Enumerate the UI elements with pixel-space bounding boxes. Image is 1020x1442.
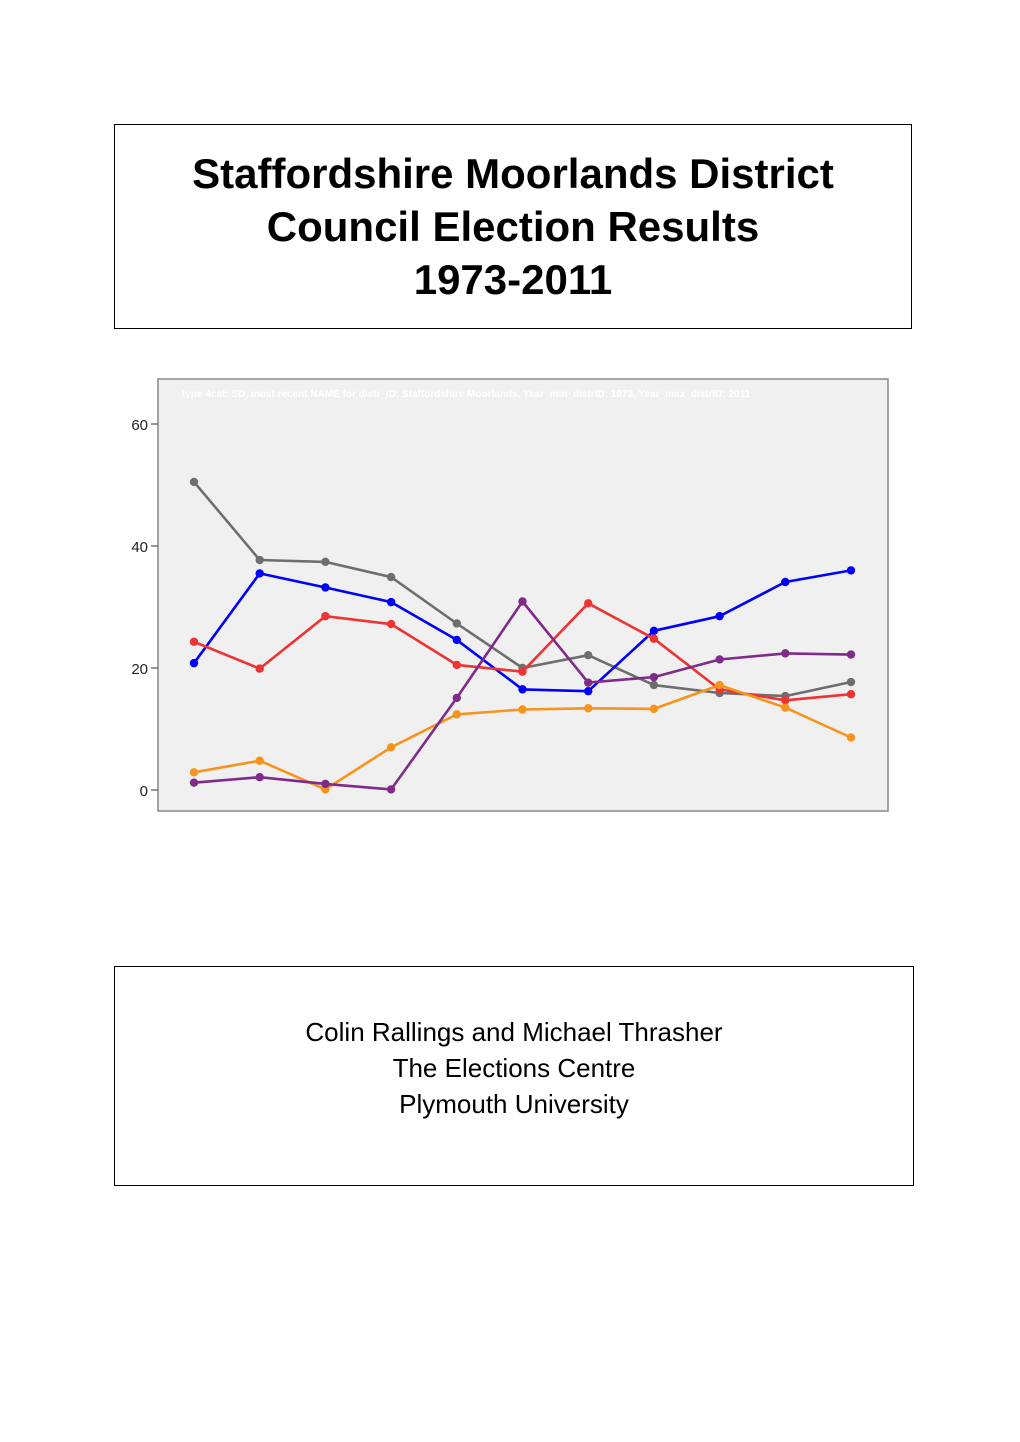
data-point	[453, 694, 461, 702]
data-point	[190, 638, 198, 646]
data-point	[715, 655, 723, 663]
data-point	[584, 704, 592, 712]
data-point	[518, 597, 526, 605]
data-point	[847, 650, 855, 658]
data-point	[584, 687, 592, 695]
data-point	[847, 733, 855, 741]
data-point	[453, 710, 461, 718]
authors-box	[114, 966, 914, 1186]
data-point	[387, 743, 395, 751]
data-point	[321, 583, 329, 591]
title-line-1: Staffordshire Moorlands District	[192, 150, 834, 197]
title-line-2: Council Election Results	[266, 203, 760, 250]
data-point	[518, 705, 526, 713]
data-point	[256, 773, 264, 781]
data-point	[781, 649, 789, 657]
data-point	[650, 705, 658, 713]
data-point	[715, 681, 723, 689]
title-line-3: 1973-2011	[413, 256, 613, 303]
authors-university: Plymouth University	[399, 1089, 629, 1119]
data-point	[256, 757, 264, 765]
data-point	[847, 690, 855, 698]
data-point	[650, 673, 658, 681]
data-point	[584, 651, 592, 659]
data-point	[650, 635, 658, 643]
data-point	[387, 573, 395, 581]
data-point	[190, 778, 198, 786]
data-point	[256, 664, 264, 672]
y-tick-label: 60	[131, 417, 148, 434]
y-tick-label: 20	[131, 661, 148, 678]
authors-centre: The Elections Centre	[392, 1053, 636, 1083]
data-point	[518, 667, 526, 675]
authors-names: Colin Rallings and Michael Thrasher	[305, 1017, 723, 1047]
data-point	[256, 569, 264, 577]
data-point	[650, 627, 658, 635]
data-point	[847, 678, 855, 686]
authors-block	[115, 1014, 913, 1122]
data-point	[650, 681, 658, 689]
y-tick-label: 0	[139, 783, 148, 800]
data-point	[847, 566, 855, 574]
data-point	[584, 599, 592, 607]
data-point	[190, 768, 198, 776]
data-point	[387, 620, 395, 628]
vote-share-chart	[110, 372, 900, 822]
data-point	[321, 612, 329, 620]
data-point	[453, 636, 461, 644]
plot-area	[158, 379, 888, 811]
data-point	[781, 578, 789, 586]
chart-svg	[110, 372, 900, 822]
y-tick-label: 40	[131, 539, 148, 556]
title-box	[114, 124, 912, 329]
data-point	[321, 780, 329, 788]
data-point	[781, 703, 789, 711]
data-point	[190, 659, 198, 667]
chart-subtitle: type 4cat: SD, most recent NAME for distr_ID: Staffordshire Moorlands, Year_min_distrID: 1973, Year_max_distrID: 2011	[182, 389, 751, 400]
data-point	[387, 598, 395, 606]
data-point	[190, 478, 198, 486]
data-point	[781, 696, 789, 704]
y-axis	[131, 417, 158, 800]
data-point	[715, 612, 723, 620]
data-point	[321, 558, 329, 566]
data-point	[584, 678, 592, 686]
data-point	[387, 785, 395, 793]
data-point	[453, 619, 461, 627]
data-point	[518, 685, 526, 693]
data-point	[256, 556, 264, 564]
data-point	[453, 661, 461, 669]
